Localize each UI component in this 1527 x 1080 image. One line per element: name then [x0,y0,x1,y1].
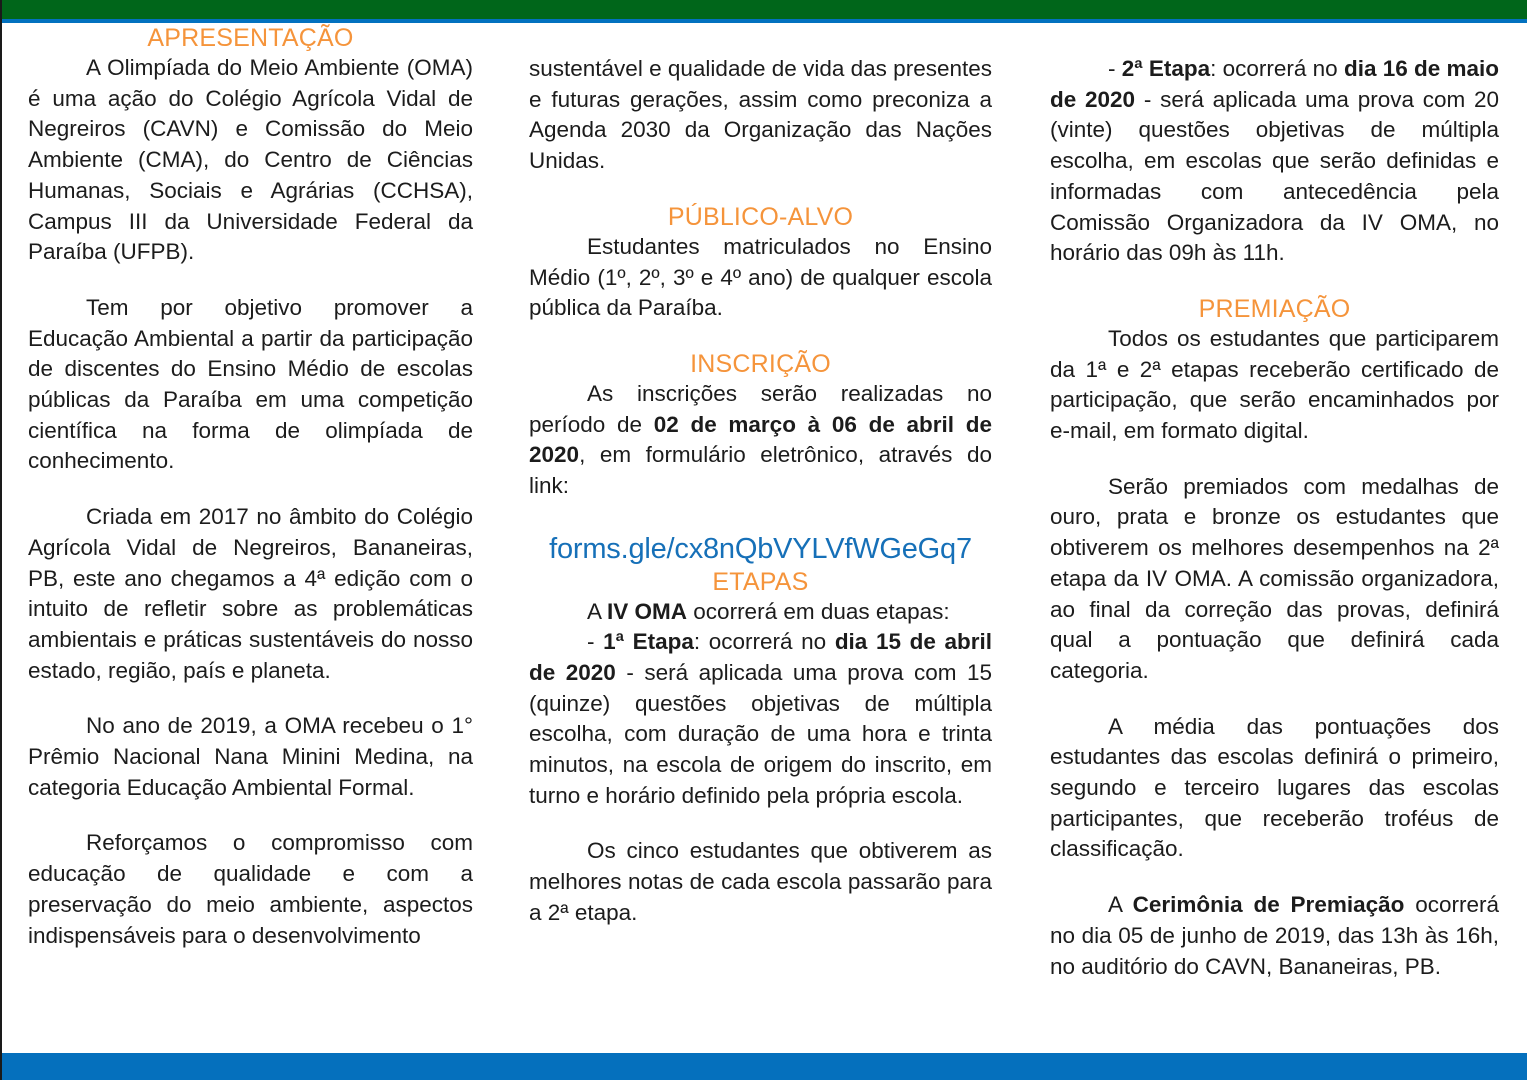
etapas-intro-part-1: A [587,598,608,624]
paragraph-etapa-2 [1050,54,1499,269]
paragraph-premiacao-1: Todos os estudantes que participarem da 1ª e 2ª etapas receberão certificado de participação, que serão encaminhados por e-mail, em formato digital. [1050,325,1499,444]
paragraph-apresentacao-2: Tem por objetivo promover a Educação Ambiental a partir da participação de discentes do Ensino Médio de escolas públicas da Paraíba em uma competição científica na forma de olimpíada de conhecimento. [28,294,473,474]
column-three [1020,23,1527,1053]
heading-inscricao: INSCRIÇÃO [690,349,831,378]
etapa2-label: 2ª Etapa [1121,56,1211,81]
etapa2-date: dia 16 de maio de 2020 [1050,56,1500,112]
paragraph-inscricao [529,379,992,502]
top-green-bar [2,0,1527,19]
paragraph-publico-alvo: Estudantes matriculados no Ensino Médio (1º, 2º, 3º e 4º ano) de qualquer escola pública da Paraíba. [529,233,992,321]
premiacao4-text-part-2: ocorrerá no dia 05 de junho de 2019, das 13h às 16h, no auditório do CAVN, Bananeiras, PB. [1050,892,1499,979]
paragraph-apresentacao-3: Criada em 2017 no âmbito do Colégio Agrícola Vidal de Negreiros, Bananeiras, PB, este ano chegamos a 4ª edição com o intuito de refletir sobre as problemáticas ambientais e práticas sustentáveis do nosso estado, região, país e planeta. [28,504,473,683]
etapa1-label: 1ª Etapa [603,629,694,655]
etapa1-text-part-2: - será aplicada uma prova com 15 (quinze) questões objetivas de múltipla escolha, com duração de uma hora e trinta minutos, na escola de origem do inscrito, em turno e horário definido pela própria escola. [529,659,993,808]
etapa2-text-part-2: - será aplicada uma prova com 20 (vinte) questões objetivas de múltipla escolha, em escolas que serão definidas e informadas com antecedência pela Comissão Organizadora da IV OMA, no horário das 09h às 11h. [1050,86,1500,266]
paragraph-premiacao-3: A média das pontuações dos estudantes das escolas definirá o primeiro, segundo e terceiro lugares das escolas participantes, que receberão troféus de classificação. [1050,713,1499,862]
heading-etapas: ETAPAS [712,567,809,596]
paragraph-apresentacao-1: A Olimpíada do Meio Ambiente (OMA) é uma ação do Colégio Agrícola Vidal de Negreiros (CAVN) e Comissão do Meio Ambiente (CMA), do Centro de Ciências Humanas, Sociais e Agrárias (CCHSA), Campus III da Universidade Federal da Paraíba (UFPB). [28,55,473,265]
heading-premiacao: PREMIAÇÃO [1198,294,1351,323]
premiacao4-text-part-1: A [1108,892,1133,918]
inscricao-text-part-1: As inscrições serão realizadas no período de [529,380,992,437]
paragraph-apresentacao-5-continuation: sustentável e qualidade de vida das presentes e futuras gerações, assim como preconiza a Agenda 2030 da Organização das Nações Unidas. [529,56,992,174]
column-one [2,23,511,1053]
paragraph-etapas-final: Os cinco estudantes que obtiverem as melhores notas de cada escola passarão para a 2ª etapa. [529,838,992,925]
paragraph-etapa-1 [529,627,992,811]
etapa2-dash: - [1108,56,1122,81]
paragraph-apresentacao-4: No ano de 2019, a OMA recebeu o 1° Prêmio Nacional Nana Minini Medina, na categoria Educação Ambiental Formal. [28,713,473,800]
bottom-blue-bar [2,1053,1527,1080]
etapas-intro-emphasis: IV OMA [607,598,688,624]
etapa1-dash: - [587,629,604,655]
heading-publico-alvo: PÚBLICO-ALVO [667,202,854,231]
paragraph-apresentacao-5: Reforçamos o compromisso com educação de qualidade e com a preservação do meio ambiente, aspectos indispensáveis para o desenvolvimento [28,830,473,948]
etapa1-text-part-1: : ocorrerá no [693,629,835,655]
registration-link[interactable]: forms.gle/cx8nQbVYLVfWGeGq7 [549,532,972,565]
etapa2-text-part-1: : ocorrerá no [1210,56,1344,81]
cerimonia-premiacao-label: Cerimônia de Premiação [1132,892,1405,918]
three-column-layout [2,23,1527,1053]
heading-apresentacao: APRESENTAÇÃO [147,24,354,52]
column-two [511,23,1020,1053]
etapas-intro-part-2: ocorrerá em duas etapas: [687,598,950,624]
etapa1-date: dia 15 de abril de 2020 [529,629,992,685]
inscricao-text-part-2: , em formulário eletrônico, através do link: [529,442,992,499]
inscricao-date-range: 02 de março à 06 de abril de 2020 [529,411,992,468]
paragraph-premiacao-2: Serão premiados com medalhas de ouro, prata e bronze os estudantes que obtiverem os melhores desempenhos na 2ª etapa da IV OMA. A comissão organizadora, ao final da correção das provas, definirá qual a pontuação que definirá cada categoria. [1050,473,1499,683]
paragraph-premiacao-4 [1050,890,1499,982]
paragraph-etapas-intro [529,597,992,628]
